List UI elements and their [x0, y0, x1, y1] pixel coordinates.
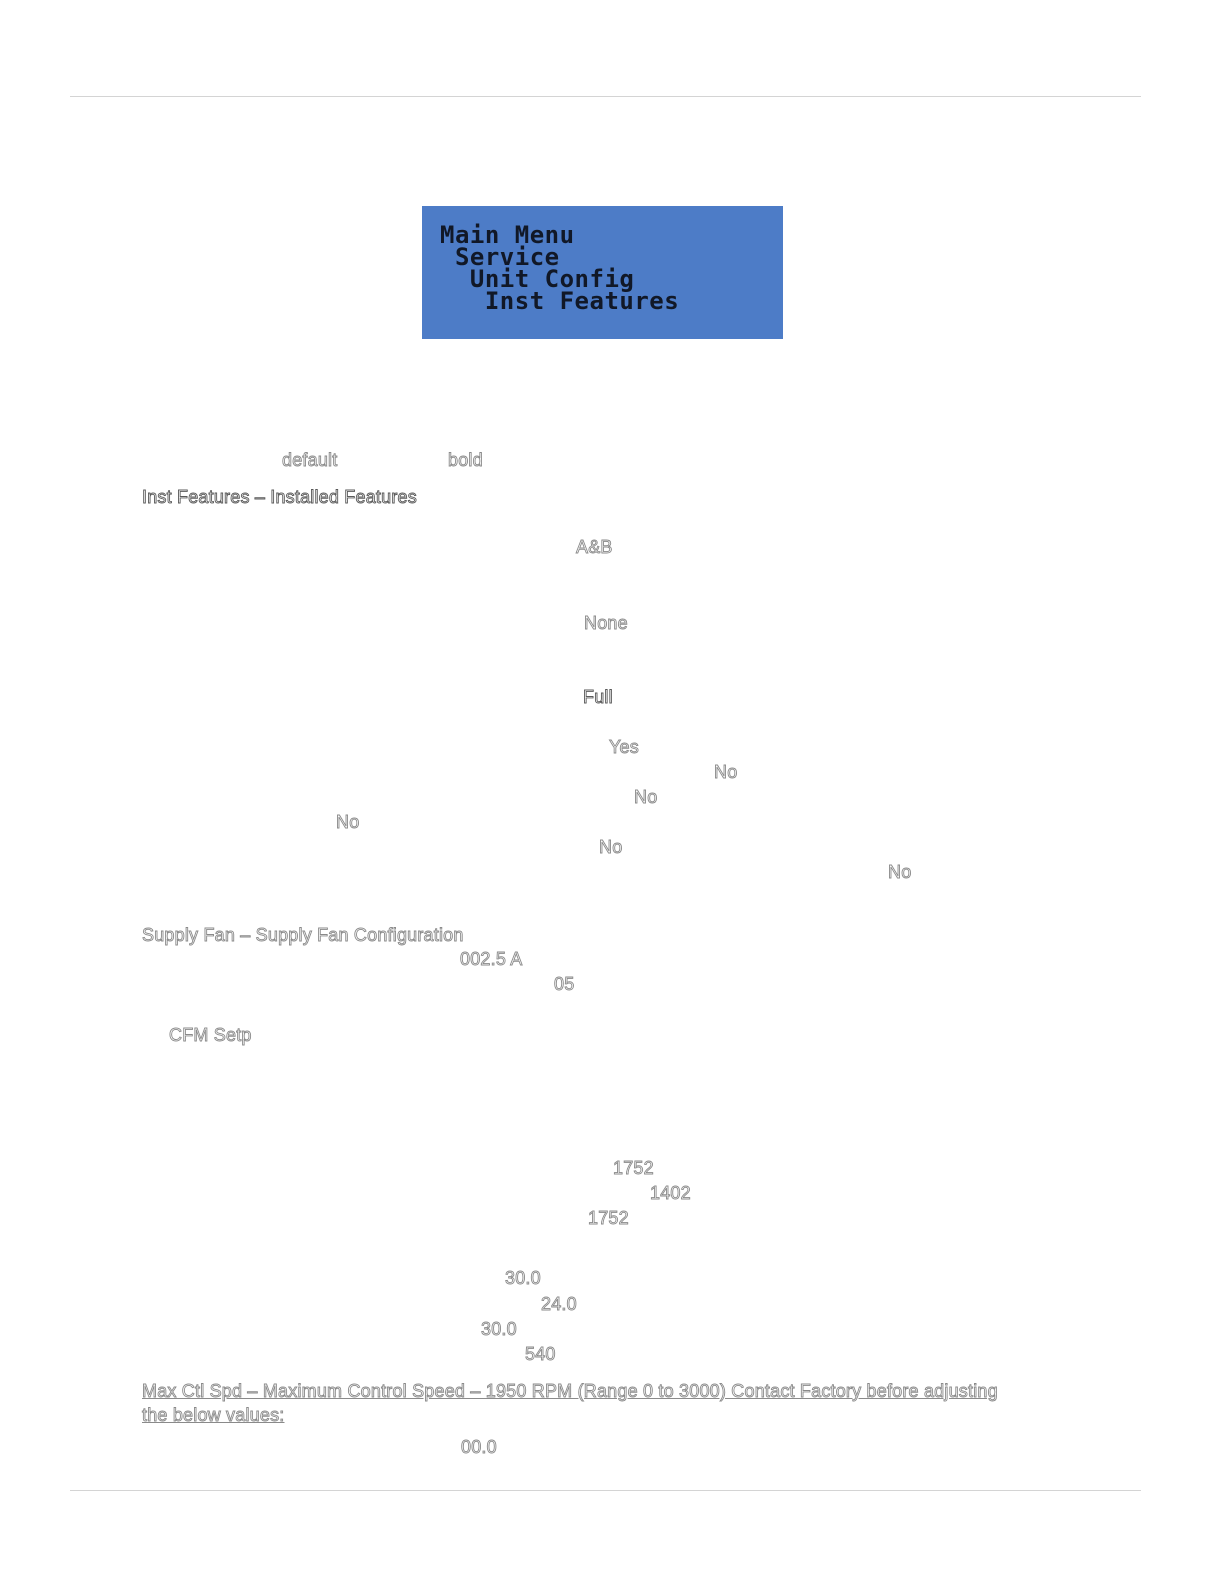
inst-value-no-3: No: [336, 812, 360, 832]
last-value: 00.0: [461, 1437, 497, 1457]
cfm-setp-label: CFM Setp: [169, 1025, 252, 1045]
supply-fan-current: 002.5 A: [460, 949, 523, 969]
supply-fan-heading: Supply Fan – Supply Fan Configuration: [142, 925, 464, 945]
inst-value-yes: Yes: [609, 737, 639, 757]
lcd-line-inst-features: Inst Features: [440, 287, 680, 315]
footer-rule: [70, 1490, 1141, 1491]
legend-default: default: [282, 450, 338, 470]
value-b-1: 30.0: [505, 1268, 541, 1288]
inst-value-no-2: No: [634, 787, 658, 807]
supply-fan-value-05: 05: [554, 974, 575, 994]
max-ctl-spd-line-1: Max Ctl Spd – Maximum Control Speed – 1950 RPM (Range 0 to 3000) Contact Factory before adjusting: [142, 1381, 998, 1401]
inst-features-heading: Inst Features – Installed Features: [142, 487, 417, 507]
inst-value-no-4: No: [599, 837, 623, 857]
header-rule: [70, 96, 1141, 97]
legend-bold: bold: [448, 450, 483, 470]
value-b-2: 24.0: [541, 1294, 577, 1314]
rpm-value-1: 1752: [613, 1158, 654, 1178]
rpm-value-2: 1402: [650, 1183, 691, 1203]
inst-value-none: None: [584, 613, 628, 633]
lcd-line-unit-config: Unit Config: [440, 265, 635, 293]
max-ctl-spd-line-2: the below values:: [142, 1405, 285, 1425]
value-b-4: 540: [525, 1344, 556, 1364]
inst-value-no-1: No: [714, 762, 738, 782]
lcd-line-main-menu: Main Menu: [440, 221, 575, 249]
value-b-3: 30.0: [481, 1319, 517, 1339]
inst-value-no-5: No: [888, 862, 912, 882]
inst-value-full: Full: [583, 687, 613, 707]
lcd-line-service: Service: [440, 243, 560, 271]
rpm-value-3: 1752: [588, 1208, 629, 1228]
lcd-display: [422, 206, 783, 339]
inst-value-ab: A&B: [576, 537, 613, 557]
